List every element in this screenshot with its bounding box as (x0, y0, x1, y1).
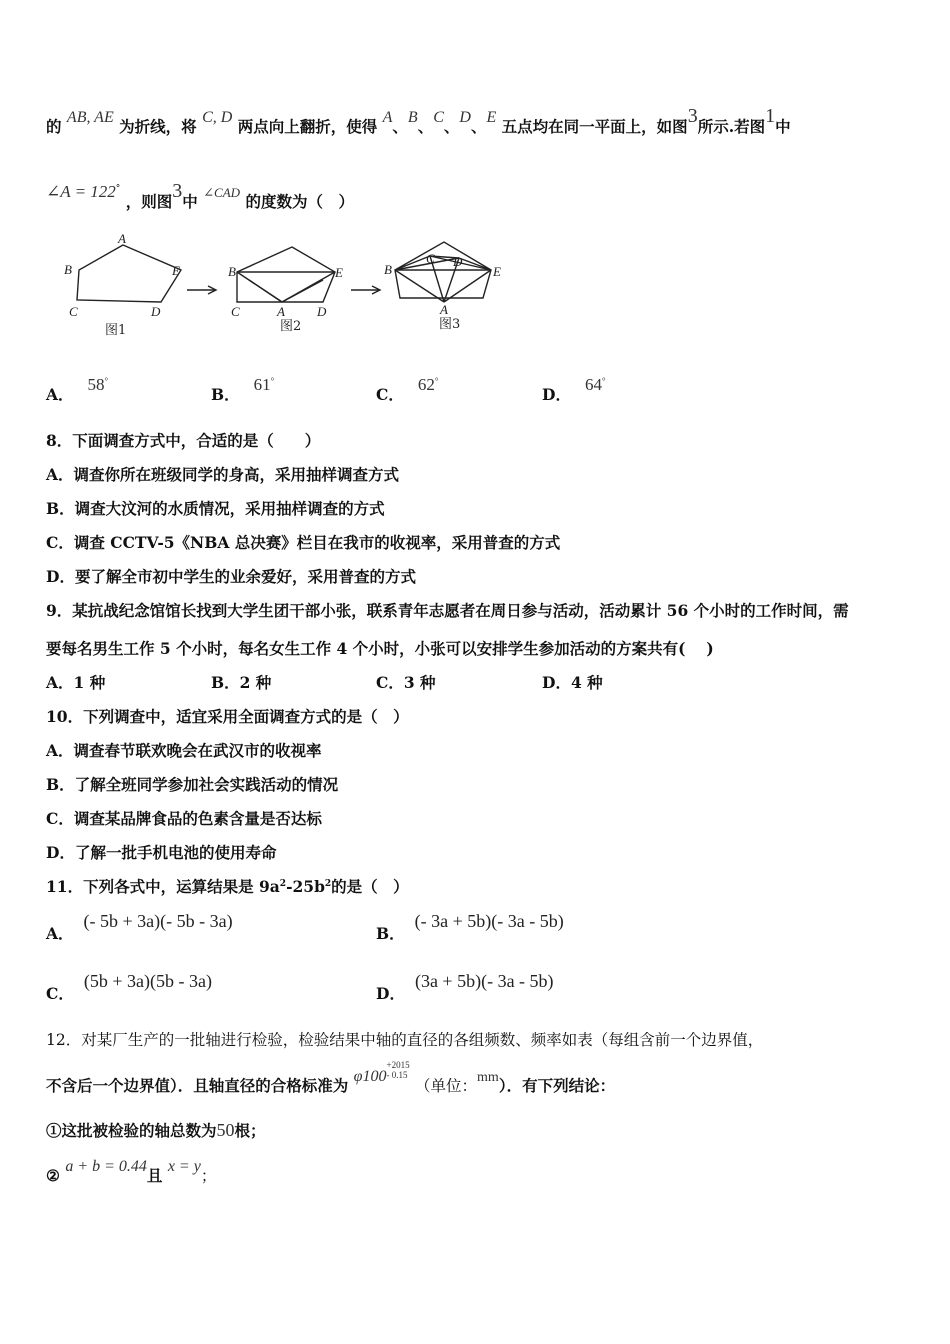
text: 且 (146, 1166, 163, 1185)
fig1-label-d: D (151, 304, 161, 319)
sep: 、 (392, 117, 408, 136)
option-letter: D． (542, 385, 571, 404)
text: 所示.若图 (697, 117, 766, 136)
fig3-line-bc (395, 256, 430, 270)
fig3-label-d: D (453, 254, 463, 269)
text: -25b (286, 877, 325, 896)
q12-conclusion-2 (46, 1158, 217, 1186)
text: 中 (775, 117, 791, 136)
text: ，则图 (125, 192, 173, 211)
fig3-label-b: B (384, 262, 392, 277)
sep: 、 (470, 117, 487, 136)
q9-option-b[interactable]: B．2 种 (211, 673, 272, 692)
fig1-label-e: E (172, 263, 180, 278)
text: 不含后一个边界值）．且轴直径的合格标准为 (46, 1076, 349, 1095)
q12-stem-line-2 (46, 1060, 616, 1096)
q8-option-d[interactable]: D．要了解全市初中学生的业余爱好，采用普查的方式 (46, 567, 416, 586)
q7-option-b[interactable]: B．61° (211, 375, 275, 404)
num-1: 1 (765, 105, 776, 127)
text: 的 (46, 117, 62, 136)
q7-option-c[interactable]: C．62° (376, 375, 439, 404)
q7-option-a[interactable]: A．58° (46, 375, 109, 404)
fig1-label-b: B (64, 262, 72, 277)
num-3: 3 (687, 105, 698, 127)
text: ② (46, 1166, 60, 1185)
option-letter: B． (211, 385, 240, 404)
q8-option-c[interactable]: C．调查 CCTV-5《NBA 总决赛》栏目在我市的收视率，采用普查的方式 (46, 533, 561, 552)
q8-stem: 8．下面调查方式中，合适的是（ ） (46, 431, 321, 450)
option-expression: (5b + 3a)(5b - 3a) (83, 971, 212, 991)
option-value: 62 (417, 375, 435, 394)
q9-stem-line-2: 要每名男生工作 5 个小时，每名女生工作 4 个小时，小张可以安排学生参加活动的方案共有( ) (46, 639, 714, 658)
text: 的是（ ） (331, 877, 409, 896)
option-value: 64 (584, 375, 602, 394)
math-ab-ae: AB, AE (66, 109, 114, 126)
q8-option-b[interactable]: B．调查大汶河的水质情况，采用抽样调查的方式 (46, 499, 385, 518)
fig3-label-a: A (440, 302, 448, 317)
point-c: C (433, 109, 444, 126)
text: 11．下列各式中，运算结果是 9a (46, 877, 280, 896)
q8-option-a[interactable]: A．调查你所在班级同学的身高，采用抽样调查方式 (46, 465, 400, 484)
fig2-line-2 (282, 280, 323, 302)
q12-conclusion-1 (46, 1119, 266, 1141)
text: 根； (234, 1121, 266, 1140)
q10-option-d[interactable]: D．了解一批手机电池的使用寿命 (46, 843, 277, 862)
superscript: 2 (279, 878, 287, 889)
sep: 、 (443, 117, 460, 136)
text: 五点均在同一平面上，如图 (501, 117, 688, 136)
option-value: 61 (253, 375, 271, 394)
q10-option-b[interactable]: B．了解全班同学参加社会实践活动的情况 (46, 775, 339, 794)
q11-option-b[interactable] (376, 911, 564, 944)
option-expression: (3a + 5b)(- 3a - 5b) (414, 971, 554, 991)
fig2-label-e: E (335, 265, 343, 280)
fig3-line-ba (395, 270, 444, 302)
option-letter: B． (376, 924, 405, 943)
num-50: 50 (216, 1120, 235, 1140)
text: ①这批被检验的轴总数为 (46, 1121, 217, 1140)
option-letter: A． (46, 385, 74, 404)
caption-fig3: 图3 (439, 317, 461, 332)
point-d: D (459, 109, 471, 126)
fig2-label-a: A (277, 304, 285, 319)
q12-stem-line-1: 12．对某厂生产的一批轴进行检验，检验结果中轴的直径的各组频数、频率如表（每组含前一个边界值， (46, 1031, 764, 1049)
caption-fig1: 图1 (105, 323, 127, 338)
option-letter: C． (46, 984, 74, 1003)
q11-option-a[interactable] (46, 911, 233, 944)
fig1-label-a: A (118, 231, 126, 246)
option-value: 58 (87, 375, 105, 394)
option-expression: (- 5b + 3a)(- 5b - 3a) (83, 911, 233, 931)
q11-stem (46, 875, 409, 897)
q9-option-c[interactable]: C．3 种 (376, 673, 436, 692)
option-letter: D． (376, 984, 405, 1003)
fig2-outline (237, 247, 335, 302)
text: 中 (182, 192, 198, 211)
option-expression: (- 3a + 5b)(- 3a - 5b) (414, 911, 564, 931)
fig2-line-1 (249, 280, 282, 302)
point-b: B (407, 109, 418, 126)
tolerance-lower: - 0.15 (386, 1070, 408, 1080)
sep: 、 (417, 117, 434, 136)
tolerance-upper: +2015 (386, 1060, 410, 1070)
fig3-label-e: E (493, 264, 501, 279)
q11-option-d[interactable] (376, 971, 554, 1004)
math-c-d: C, D (202, 109, 233, 126)
option-letter: C． (376, 385, 404, 404)
fig1-label-c: C (69, 304, 78, 319)
superscript: 2 (324, 878, 332, 889)
q11-option-c[interactable] (46, 971, 212, 1004)
text: ）．有下列结论： (498, 1076, 616, 1095)
fig2-label-d: D (317, 304, 327, 319)
unit-mm: mm (477, 1070, 499, 1085)
text: （单位： (415, 1077, 478, 1095)
q7-line-2: ∠A = 122° ，则图3中 $^{\angle CAD}$ 的度数为（ ） (46, 180, 354, 211)
fig2-label-c: C (231, 304, 240, 319)
text: 两点向上翻折，使得 (237, 117, 378, 136)
q10-option-c[interactable]: C．调查某品牌食品的色素含量是否达标 (46, 809, 322, 828)
math-phi-100: φ100 (353, 1068, 387, 1085)
q10-stem: 10．下列调查中，适宜采用全面调查方式的是（ ） (46, 707, 409, 726)
fig3-label-c: C (426, 251, 435, 266)
text: 为折线，将 (119, 117, 197, 136)
point-a: A (382, 109, 393, 126)
q9-stem-line-1: 9．某抗战纪念馆馆长找到大学生团干部小张，联系青年志愿者在周日参与活动，活动累计 56 个小时的工作时间，需 (46, 601, 849, 620)
math-angle-cad: ∠CAD (203, 185, 241, 200)
num-3: 3 (172, 180, 183, 202)
q7-option-d[interactable]: D．64° (542, 375, 606, 404)
math-angle-a: ∠A = 122 (46, 182, 116, 201)
caption-fig2: 图2 (280, 319, 302, 334)
text: ； (200, 1167, 217, 1185)
point-e: E (486, 109, 497, 126)
fig1-pentagon (77, 245, 181, 302)
text: 的度数为（ ） (245, 192, 354, 211)
math-x-eq-y: x = y (167, 1158, 201, 1175)
q7-figure (55, 230, 525, 340)
q10-option-a[interactable]: A．调查春节联欢晚会在武汉市的收视率 (46, 741, 322, 760)
option-letter: A． (46, 924, 74, 943)
math-a-plus-b: a + b = 0.44 (65, 1158, 147, 1175)
fig2-label-b: B (228, 264, 236, 279)
q9-option-a[interactable]: A．1 种 (46, 673, 106, 692)
q7-line-1 (46, 105, 791, 138)
q9-option-d[interactable]: D．4 种 (542, 673, 603, 692)
